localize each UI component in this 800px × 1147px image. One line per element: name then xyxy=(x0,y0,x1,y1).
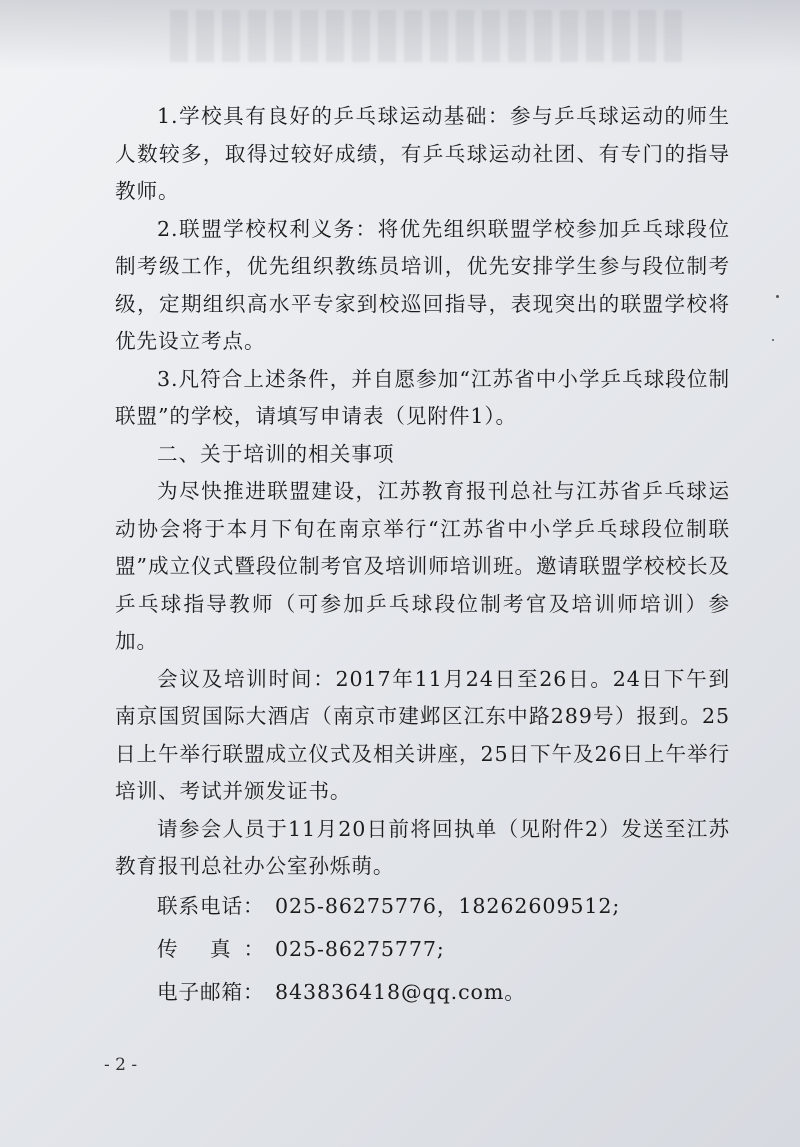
paragraph-criteria-2: 2.联盟学校权利义务：将优先组织联盟学校参加乒乓球段位制考级工作，优先组织教练员培训，优先安排学生参与段位制考级，定期组织高水平专家到校巡回指导，表现突出的联盟学校将优先设立考点。 xyxy=(115,216,730,353)
paragraph-criteria-3: 3.凡符合上述条件，并自愿参加“江苏省中小学乒乓球段位制联盟”的学校，请填写申请表（见附件1）。 xyxy=(115,366,730,428)
phone-label: 联系电话： xyxy=(157,894,265,919)
page-number: - 2 - xyxy=(104,1055,138,1075)
document-body xyxy=(115,98,730,1015)
paper-speck xyxy=(772,339,774,341)
paragraph-reply-instructions: 请参会人员于11月20日前将回执单（见附件2）发送至江苏教育报刊总社办公室孙烁萌。 xyxy=(115,816,730,878)
contact-phone xyxy=(115,886,730,929)
paper-speck xyxy=(776,295,779,298)
email-value: 843836418@qq.com。 xyxy=(275,980,526,1005)
fax-value: 025-86275777; xyxy=(275,937,445,962)
fax-label: 传 真： xyxy=(157,937,265,962)
paragraph-training-intro: 为尽快推进联盟建设，江苏教育报刊总社与江苏省乒乓球运动协会将于本月下旬在南京举行“江苏省中小学乒乓球段位制联盟”成立仪式暨段位制考官及培训师培训班。邀请联盟学校校长及乒乓球指导教师（可参加乒乓球段位制考官及培训师培训）参加。 xyxy=(115,479,730,653)
phone-value: 025-86275776，18262609512; xyxy=(275,894,621,919)
contact-fax xyxy=(115,929,730,972)
section-heading: 二、关于培训的相关事项 xyxy=(157,441,395,466)
email-label: 电子邮箱： xyxy=(157,980,265,1005)
contact-email xyxy=(115,972,730,1015)
paragraph-training-time: 会议及培训时间：2017年11月24日至26日。24日下午到南京国贸国际大酒店（南京市建邺区江东中路289号）报到。25日上午举行联盟成立仪式及相关讲座，25日下午及26日上午举行培训、考试并颁发证书。 xyxy=(115,666,730,803)
paragraph-criteria-1: 1.学校具有良好的乒乓球运动基础：参与乒乓球运动的师生人数较多，取得过较好成绩，有乒乓球运动社团、有专门的指导教师。 xyxy=(115,104,730,203)
bleed-through-text xyxy=(170,10,690,62)
